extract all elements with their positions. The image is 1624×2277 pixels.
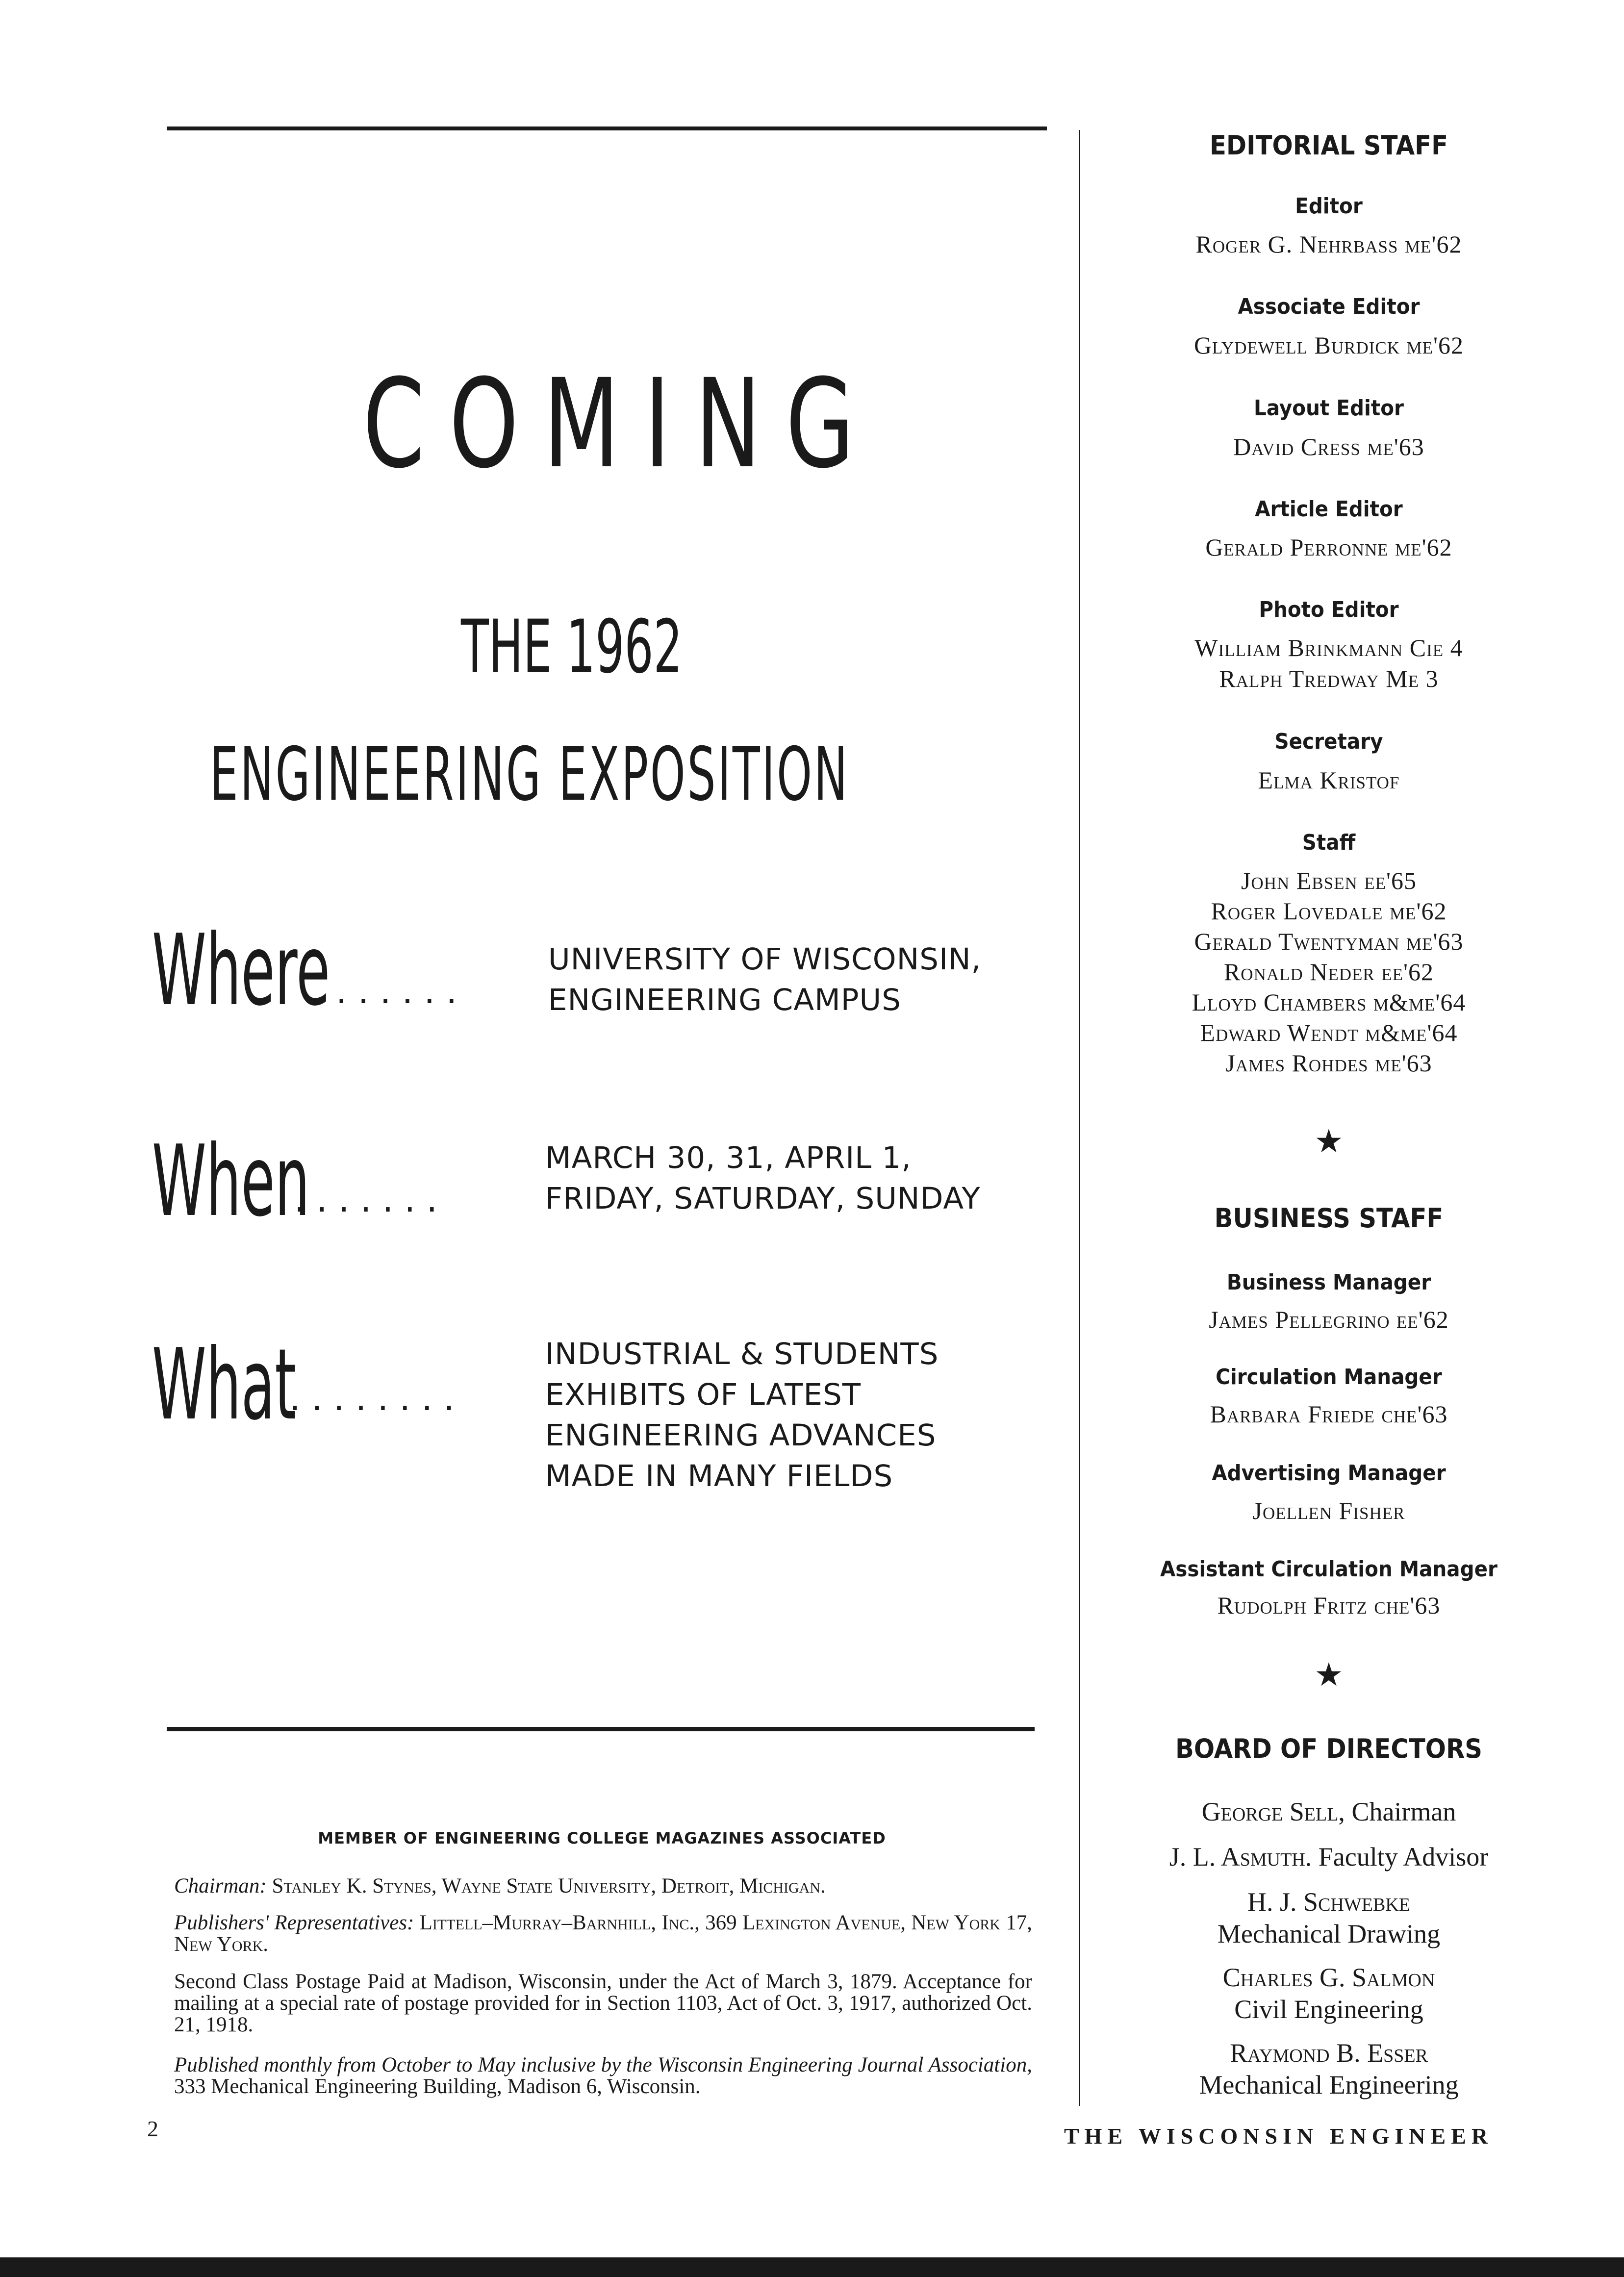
where-label: Where (152, 913, 330, 1028)
associate-editor-name: Glydewell Burdick me'62 (1193, 331, 1464, 359)
star-icon-2: ★ (1314, 1656, 1344, 1694)
board-of-directors-title: BOARD OF DIRECTORS (1175, 1733, 1483, 1764)
board-member-3-name: H. J. Schwebke (1247, 1887, 1410, 1917)
board-member-3-title: Mechanical Drawing (1217, 1919, 1441, 1948)
staff-name-2: Roger Lovedale me'62 (1211, 897, 1447, 925)
photo-editor-role: Photo Editor (1259, 597, 1399, 622)
business-manager-name: James Pellegrino ee'62 (1209, 1306, 1449, 1333)
layout-editor-name: David Cress me'63 (1233, 433, 1424, 460)
staff-name-3: Gerald Twentyman me'63 (1194, 928, 1464, 955)
assistant-circulation-manager-role: Assistant Circulation Manager (1160, 1557, 1498, 1582)
staff-name-4: Ronald Neder ee'62 (1223, 958, 1434, 986)
bottom-band (0, 2257, 1624, 2277)
secretary-role: Secretary (1274, 729, 1383, 754)
exposition-heading: ENGINEERING EXPOSITION (210, 732, 849, 817)
board-member-2 (1069, 1841, 1589, 1873)
member-line: MEMBER OF ENGINEERING COLLEGE MAGAZINES ASSOCIATED (318, 1829, 886, 1847)
what-lines (545, 1334, 939, 1496)
star-icon: ★ (1314, 1122, 1344, 1160)
staff-name-1: John Ebsen ee'65 (1241, 867, 1417, 894)
published-italic: Published monthly from October to May inclusive by the Wisconsin Engineering Journal Association, (174, 2053, 1032, 2076)
board-member-4-name: Charles G. Salmon (1222, 1963, 1435, 1992)
photo-editor-name-2: Ralph Tredway Me 3 (1219, 665, 1439, 692)
journal-title: THE WISCONSIN ENGINEER (1064, 2124, 1494, 2149)
published-rest: 333 Mechanical Engineering Building, Madison 6, Wisconsin. (174, 2075, 701, 2098)
business-manager-role: Business Manager (1226, 1270, 1431, 1295)
page-number: 2 (147, 2116, 158, 2141)
when-line-2: FRIDAY, SATURDAY, SUNDAY (545, 1181, 981, 1216)
what-line-3: ENGINEERING ADVANCES (545, 1418, 937, 1453)
board-member-4-title: Civil Engineering (1234, 1994, 1423, 2024)
editor-role: Editor (1295, 194, 1363, 219)
chairman-paragraph (174, 1875, 1032, 1897)
board-member-1-title: Chairman (1351, 1797, 1456, 1826)
advertising-manager-role: Advertising Manager (1212, 1461, 1446, 1486)
middle-rule (167, 1727, 1035, 1731)
chairman-label: Chairman: (174, 1874, 267, 1898)
board-member-1 (1069, 1796, 1589, 1828)
what-line-4: MADE IN MANY FIELDS (545, 1459, 893, 1493)
when-lines (545, 1138, 981, 1219)
article-editor-role: Article Editor (1255, 497, 1403, 522)
publishers-paragraph (174, 1912, 1032, 1955)
what-dots: ........ (289, 1377, 466, 1418)
board-member-5-title: Mechanical Engineering (1199, 2070, 1459, 2100)
board-member-1-name: George Sell, (1201, 1797, 1345, 1826)
board-member-5 (1069, 2037, 1589, 2101)
chairman-text: Stanley K. Stynes, Wayne State University, Detroit, Michigan. (272, 1874, 826, 1898)
editor-name: Roger G. Nehrbass me'62 (1195, 230, 1462, 258)
when-line-1: MARCH 30, 31, APRIL 1, (545, 1140, 912, 1175)
staff-name-7: James Rohdes me'63 (1225, 1049, 1432, 1077)
publishers-label: Publishers' Representatives: (174, 1911, 414, 1934)
layout-editor-role: Layout Editor (1254, 396, 1404, 421)
board-member-3 (1069, 1886, 1589, 1950)
circulation-manager-name: Barbara Friede che'63 (1210, 1400, 1448, 1428)
published-paragraph (174, 2054, 1032, 2098)
where-line-1: UNIVERSITY OF WISCONSIN, (548, 942, 982, 977)
staff-name-5: Lloyd Chambers m&me'64 (1192, 988, 1466, 1016)
advertising-manager-name: Joellen Fisher (1252, 1497, 1405, 1524)
where-dots: ....... (314, 970, 468, 1012)
year-heading: THE 1962 (461, 605, 683, 690)
what-line-2: EXHIBITS OF LATEST (545, 1377, 862, 1412)
associate-editor-role: Associate Editor (1238, 294, 1420, 319)
board-member-2-title: Faculty Advisor (1318, 1842, 1489, 1872)
article-editor-name: Gerald Perronne me'62 (1205, 533, 1452, 561)
publishers-text: Littell–Murray–Barnhill, Inc., 369 Lexington Avenue, New York 17, New York. (174, 1911, 1032, 1956)
secretary-name: Elma Kristof (1258, 766, 1400, 794)
what-line-1: INDUSTRIAL & STUDENTS (545, 1337, 939, 1371)
postage-paragraph: Second Class Postage Paid at Madison, Wisconsin, under the Act of March 3, 1879. Acceptance for mailing at a special rate of postage provided for in Section 1103, Act of Oct. 3, 1917, authorized Oct. 21, 1918. (174, 1970, 1032, 2036)
when-dots: ....... (294, 1179, 449, 1220)
top-rule (167, 126, 1047, 130)
business-staff-title: BUSINESS STAFF (1214, 1203, 1444, 1234)
when-label: When (152, 1124, 310, 1239)
coming-heading: COMING (363, 353, 879, 495)
photo-editor-name-1: William Brinkmann Cie 4 (1194, 634, 1463, 661)
staff-name-6: Edward Wendt m&me'64 (1200, 1019, 1458, 1046)
where-line-2: ENGINEERING CAMPUS (548, 983, 901, 1017)
assistant-circulation-manager-name: Rudolph Fritz che'63 (1217, 1592, 1441, 1619)
board-member-4 (1069, 1962, 1589, 2025)
board-member-2-name: J. L. Asmuth. (1169, 1842, 1312, 1872)
staff-role: Staff (1302, 830, 1356, 855)
where-lines (548, 939, 981, 1020)
what-label: What (152, 1328, 297, 1442)
board-member-5-name: Raymond B. Esser (1230, 2038, 1428, 2068)
circulation-manager-role: Circulation Manager (1216, 1365, 1442, 1390)
editorial-staff-title: EDITORIAL STAFF (1209, 130, 1448, 161)
